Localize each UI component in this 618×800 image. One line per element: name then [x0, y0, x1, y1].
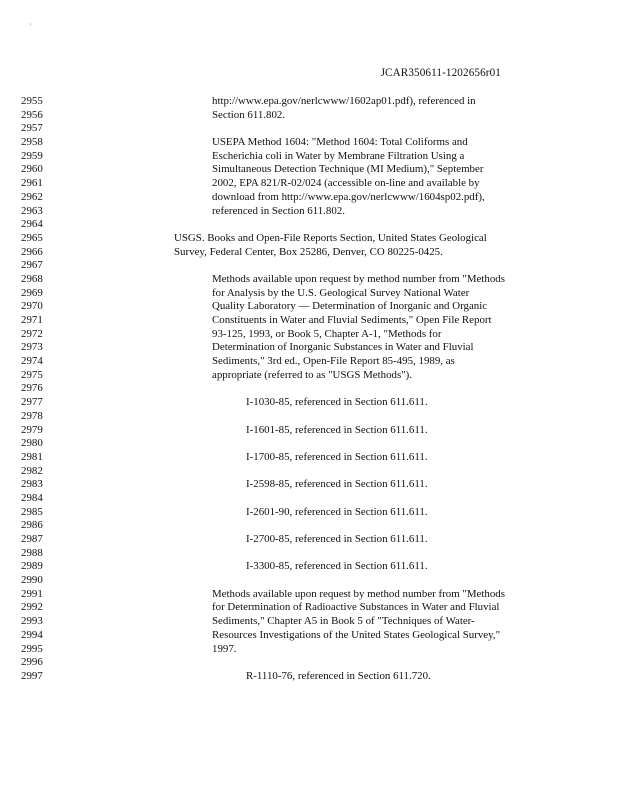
line-number: 2957 — [21, 122, 43, 135]
line-number: 2975 — [21, 368, 43, 381]
line-number: 2989 — [21, 560, 43, 573]
document-id: JCAR350611-1202656r01 — [380, 67, 501, 79]
document-line — [0, 629, 618, 643]
line-text: Determination of Inorganic Substances in Water and Fluvial — [212, 341, 474, 354]
line-number: 2983 — [21, 478, 43, 491]
document-line — [0, 95, 618, 109]
line-number: 2990 — [21, 574, 43, 587]
document-line — [0, 588, 618, 602]
document-line — [0, 163, 618, 177]
line-number: 2972 — [21, 327, 43, 340]
document-line — [0, 465, 618, 479]
line-number: 2966 — [21, 245, 43, 258]
document-line — [0, 314, 618, 328]
document-line — [0, 643, 618, 657]
line-number: 2967 — [21, 259, 43, 272]
line-number: 2982 — [21, 464, 43, 477]
line-text: referenced in Section 611.802. — [212, 204, 345, 217]
line-text: USGS. Books and Open-File Reports Section, United States Geological — [174, 231, 487, 244]
line-number: 2988 — [21, 546, 43, 559]
document-line — [0, 670, 618, 684]
line-text: I-2598-85, referenced in Section 611.611. — [246, 478, 428, 491]
line-text: Survey, Federal Center, Box 25286, Denver, CO 80225-0425. — [174, 245, 443, 258]
line-text: http://www.epa.gov/nerlcwww/1602ap01.pdf), referenced in — [212, 95, 476, 107]
line-number: 2997 — [21, 669, 43, 682]
line-number: 2978 — [21, 409, 43, 422]
line-text: Sediments," Chapter A5 in Book 5 of "Techniques of Water- — [212, 615, 475, 628]
line-number: 2961 — [21, 177, 43, 190]
document-line — [0, 437, 618, 451]
line-number: 2968 — [21, 272, 43, 285]
document-line — [0, 355, 618, 369]
document-line — [0, 560, 618, 574]
line-text: Methods available upon request by method number from "Methods — [212, 587, 505, 600]
document-line — [0, 451, 618, 465]
document-line — [0, 232, 618, 246]
line-text: I-1030-85, referenced in Section 611.611. — [246, 396, 428, 409]
line-text: USEPA Method 1604: "Method 1604: Total Coliforms and — [212, 136, 468, 149]
line-number: 2980 — [21, 437, 43, 450]
line-text: Section 611.802. — [212, 108, 286, 121]
document-line — [0, 300, 618, 314]
document-line — [0, 478, 618, 492]
document-line — [0, 615, 618, 629]
line-text: download from http://www.epa.gov/nerlcwww/1604sp02.pdf), — [212, 190, 485, 203]
document-line — [0, 177, 618, 191]
line-number: 2991 — [21, 587, 43, 600]
document-line — [0, 574, 618, 588]
line-text: for Analysis by the U.S. Geological Survey National Water — [212, 286, 470, 299]
document-line — [0, 218, 618, 232]
document-line — [0, 547, 618, 561]
line-number: 2971 — [21, 314, 43, 326]
document-line — [0, 601, 618, 615]
line-number: 2994 — [21, 628, 43, 641]
document-line — [0, 150, 618, 164]
line-text: I-1700-85, referenced in Section 611.611. — [246, 450, 428, 463]
line-text: Simultaneous Detection Technique (MI Medium)," September — [212, 163, 484, 176]
line-text: I-2601-90, referenced in Section 611.611. — [246, 505, 428, 518]
document-line — [0, 410, 618, 424]
line-number: 2970 — [21, 300, 43, 313]
line-number: 2958 — [21, 136, 43, 149]
line-text: I-3300-85, referenced in Section 611.611. — [246, 560, 428, 573]
line-number: 2962 — [21, 190, 43, 203]
line-number: 2993 — [21, 615, 43, 628]
line-text: Constituents in Water and Fluvial Sediments," Open File Report — [212, 314, 492, 326]
line-text: Resources Investigations of the United States Geological Survey," — [212, 628, 501, 641]
document-line — [0, 191, 618, 205]
line-text: Methods available upon request by method number from "Methods — [212, 272, 505, 285]
line-number: 2956 — [21, 108, 43, 121]
document-line — [0, 519, 618, 533]
document-line — [0, 656, 618, 670]
line-number: 2979 — [21, 423, 43, 436]
document-line — [0, 396, 618, 410]
line-number: 2977 — [21, 396, 43, 409]
line-number: 2964 — [21, 218, 43, 231]
line-number: 2963 — [21, 204, 43, 217]
document-line — [0, 287, 618, 301]
document-line — [0, 506, 618, 520]
line-number: 2985 — [21, 505, 43, 518]
document-line — [0, 382, 618, 396]
line-number: 2981 — [21, 450, 43, 463]
line-number: 2965 — [21, 231, 43, 244]
document-line — [0, 328, 618, 342]
line-text: I-1601-85, referenced in Section 611.611. — [246, 423, 428, 436]
line-number: 2959 — [21, 149, 43, 162]
header-mark: ' — [30, 22, 32, 31]
line-text: appropriate (referred to as "USGS Methods"). — [212, 368, 413, 381]
document-line — [0, 259, 618, 273]
line-number: 2996 — [21, 656, 43, 669]
line-number: 2960 — [21, 163, 43, 176]
line-number: 2976 — [21, 382, 43, 395]
line-text: Quality Laboratory — Determination of Inorganic and Organic — [212, 300, 488, 313]
line-text: for Determination of Radioactive Substances in Water and Fluvial — [212, 601, 500, 614]
document-line — [0, 424, 618, 438]
line-text: Sediments," 3rd ed., Open-File Report 85-495, 1989, as — [212, 355, 455, 368]
line-text: 2002, EPA 821/R-02/024 (accessible on-line and available by — [212, 177, 480, 190]
line-number: 2984 — [21, 491, 43, 504]
line-number: 2987 — [21, 533, 43, 545]
numbered-lines — [0, 95, 618, 684]
line-number: 2986 — [21, 519, 43, 532]
document-line — [0, 246, 618, 260]
line-text: R-1110-76, referenced in Section 611.720. — [246, 669, 431, 682]
line-number: 2969 — [21, 286, 43, 299]
document-line — [0, 136, 618, 150]
line-number: 2973 — [21, 341, 43, 354]
line-text: 1997. — [212, 642, 237, 655]
document-line — [0, 122, 618, 136]
line-number: 2955 — [21, 95, 43, 107]
document-line — [0, 369, 618, 383]
document-line — [0, 273, 618, 287]
document-line — [0, 341, 618, 355]
line-text: 93-125, 1993, or Book 5, Chapter A-1, "Methods for — [212, 327, 442, 340]
line-text: Escherichia coli in Water by Membrane Filtration Using a — [212, 149, 465, 162]
document-line — [0, 533, 618, 547]
line-number: 2992 — [21, 601, 43, 614]
document-line — [0, 205, 618, 219]
line-number: 2974 — [21, 355, 43, 368]
line-text: I-2700-85, referenced in Section 611.611. — [246, 533, 428, 545]
document-line — [0, 109, 618, 123]
line-number: 2995 — [21, 642, 43, 655]
document-line — [0, 492, 618, 506]
